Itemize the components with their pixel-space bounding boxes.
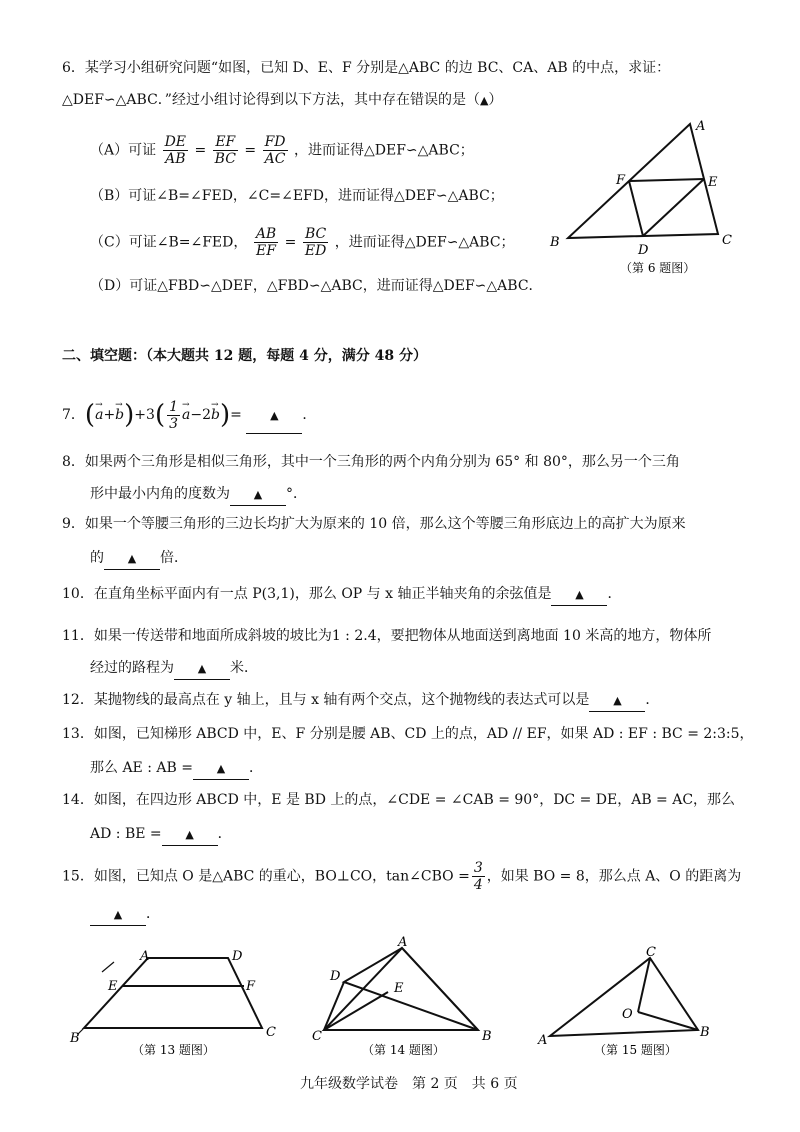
q13-line2: [90, 758, 263, 780]
q6-c-frac1-den: EF: [256, 243, 276, 259]
q15-line1: [62, 860, 741, 893]
q6-label-f: F: [616, 173, 626, 188]
q15-line1-suffix: ，如果 BO = 8，那么点 A、O 的距离为: [486, 868, 742, 885]
q7: [62, 398, 316, 434]
q6-a-suffix: ，进而证得△DEF∽△ABC；: [293, 142, 474, 159]
q13-figure-caption: （第 13 题图）: [132, 1043, 215, 1057]
q15-label-b: B: [700, 1025, 710, 1040]
q14-label-d: D: [330, 969, 341, 984]
q14-line2-prefix: AD : BE =: [90, 826, 162, 842]
q14-label-a: A: [398, 936, 408, 950]
q6-a-frac3: [263, 134, 288, 167]
q6-a-frac1-den: AB: [165, 151, 186, 167]
q9-answer-blank[interactable]: [104, 548, 160, 570]
q7-minus-two: −2: [190, 407, 212, 423]
q15-frac: [472, 860, 485, 893]
q9-line1: 9．如果一个等腰三角形的三边长均扩大为原来的 10 倍，那么这个等腰三角形底边上的高扩大为原来: [62, 516, 686, 532]
q15-line2-suffix: ．: [146, 906, 160, 922]
q14-line1: 14．如图，在四边形 ABCD 中，E 是 BD 上的点，∠CDE = ∠CAB = 90°，DC = DE，AB = AC，那么: [62, 792, 736, 808]
q7-end: ．: [302, 407, 317, 423]
q15-line2: [90, 904, 160, 926]
q11-answer-marker: ▲: [197, 662, 207, 675]
q6-c-frac2-den: ED: [304, 243, 327, 259]
q6-c-frac2: [303, 226, 328, 259]
q13-label-d: D: [232, 949, 243, 964]
q14-label-b: B: [482, 1029, 492, 1044]
q7-frac-num: 1: [169, 398, 179, 415]
q6-line1: 6．某学习小组研究问题“如图，已知 D、E、F 分别是△ABC 的边 BC、CA、AB 的中点，求证：: [62, 60, 671, 76]
q13-label-f: F: [246, 979, 256, 994]
q15-label-o: O: [622, 1007, 633, 1022]
q12-answer-blank[interactable]: [589, 690, 645, 712]
q9-line2-suffix: 倍．: [160, 550, 188, 566]
q13-label-e: E: [108, 979, 118, 994]
q6-figure-caption: （第 6 题图）: [620, 261, 696, 275]
q14-line2-suffix: ．: [217, 826, 232, 842]
q15-answer-marker: ▲: [113, 908, 123, 921]
q6-a-frac1: [163, 134, 188, 167]
q9-answer-marker: ▲: [127, 552, 137, 565]
q7-vector-b: → b: [115, 398, 124, 432]
q6-a-frac2-num: EF: [213, 134, 238, 151]
q14-triangle-dab: [344, 948, 478, 1030]
q8-line1: 8．如果两个三角形是相似三角形，其中一个三角形的两个内角分别为 65° 和 80°，那么另一个三角: [62, 454, 680, 470]
q8-line2-suffix: °．: [286, 486, 307, 502]
q15-line1-prefix: 15．如图，已知点 O 是△ABC 的重心，BO⊥CO，tan∠CBO =: [62, 868, 470, 885]
q15-label-c: C: [646, 945, 656, 960]
q6-a-frac3-num: FD: [264, 134, 286, 150]
q6-segment-fe: [629, 179, 704, 181]
q10-suffix: ．: [607, 586, 622, 602]
q14-label-e: E: [394, 981, 404, 996]
q12-answer-marker: ▲: [613, 694, 622, 707]
q8-line2-prefix: 形中最小内角的度数为: [90, 486, 230, 502]
q11-line2: [90, 658, 258, 680]
q6-label-e: E: [708, 175, 718, 190]
q14-answer-marker: ▲: [185, 828, 194, 841]
q15-figure-caption: （第 15 题图）: [594, 1043, 677, 1057]
q6-a-frac1-num: DE: [164, 134, 187, 150]
q6-line2: [62, 90, 502, 111]
q6-c-eq: =: [284, 234, 297, 251]
q9-line2-prefix: 的: [90, 550, 104, 566]
q10: [62, 584, 621, 606]
q6-c-frac2-num: BC: [303, 226, 328, 243]
q6-a-frac2: [213, 134, 238, 167]
q15-answer-blank[interactable]: [90, 904, 146, 926]
q6-segment-fd: [629, 181, 643, 236]
q15-frac-num: 3: [473, 860, 483, 876]
q7-vector-a2: → a: [182, 398, 190, 432]
q7-paren-close2: ): [219, 400, 231, 430]
q6-c-frac1-num: AB: [255, 226, 277, 242]
q13-label-c: C: [266, 1025, 276, 1040]
q7-number: 7．: [62, 407, 85, 423]
q10-answer-blank[interactable]: [551, 584, 607, 606]
q13-line2-suffix: ．: [248, 760, 263, 776]
q7-paren-close: ): [124, 400, 135, 430]
q13-answer-marker: ▲: [216, 762, 226, 775]
q12-suffix: ．: [645, 692, 660, 708]
q7-vector-a: → a: [95, 398, 103, 432]
q9-line2: [90, 548, 188, 570]
q8-line2: [90, 484, 307, 506]
q6-c-suffix: ，进而证得△DEF∽△ABC；: [334, 234, 515, 251]
q14-figure-caption: （第 14 题图）: [362, 1043, 445, 1057]
q12-prefix: 12．某抛物线的最高点在 y 轴上，且与 x 轴有两个交点，这个抛物线的表达式可以是: [62, 692, 590, 708]
q6-answer-marker: ▲: [479, 94, 489, 107]
q10-answer-marker: ▲: [575, 588, 584, 601]
q13-answer-blank[interactable]: [193, 758, 249, 780]
q6-c-prefix: （C）可证∠B=∠FED，: [90, 234, 248, 251]
q14-segment-dc: [324, 982, 344, 1030]
q6-label-c: C: [722, 233, 732, 248]
q13-label-b: B: [70, 1031, 80, 1046]
q7-equals: =: [230, 407, 242, 423]
q15-frac-den: 4: [473, 877, 483, 893]
q7-paren-open2: (: [154, 400, 166, 430]
q6-line2-suffix: ）: [488, 92, 503, 108]
q6-label-d: D: [638, 243, 649, 258]
q14-label-c: C: [312, 1029, 322, 1044]
q7-frac: [167, 399, 180, 432]
section-2-title: 二、填空题：（本大题共 12 题，每题 4 分，满分 48 分）: [62, 348, 427, 364]
q13-figure: [66, 944, 286, 1064]
q7-times-three: +3: [134, 407, 155, 423]
q14-answer-blank[interactable]: [162, 824, 218, 846]
q8-answer-marker: ▲: [253, 488, 263, 501]
q13-line2-prefix: 那么 AE : AB =: [90, 760, 193, 776]
q7-frac-den: 3: [169, 415, 179, 432]
page-footer: 九年级数学试卷 第 2 页 共 6 页: [300, 1076, 518, 1092]
q7-answer-marker: ▲: [270, 409, 279, 422]
q13-label-a: A: [140, 949, 150, 964]
q6-label-b: B: [550, 235, 560, 250]
q7-paren-open: (: [84, 400, 96, 430]
q6-option-a: [90, 134, 474, 167]
q15-figure: [534, 944, 734, 1062]
q14-figure: [310, 936, 510, 1062]
q6-figure: [540, 112, 740, 280]
q6-c-frac1: [254, 226, 278, 259]
q14-line2: [90, 824, 232, 846]
q6-a-eq2: =: [244, 142, 257, 159]
q12: [62, 690, 659, 712]
q6-option-d: （D）可证△FBD∽△DEF，△FBD∽△ABC，进而证得△DEF∽△ABC．: [90, 278, 543, 294]
q7-plus: +: [103, 407, 116, 423]
q6-line2-prefix: △DEF∽△ABC．”经过小组讨论得到以下方法，其中存在错误的是（: [62, 92, 480, 108]
q6-a-frac2-den: BC: [214, 151, 236, 167]
q15-label-a: A: [538, 1033, 548, 1048]
q6-a-eq1: =: [194, 142, 207, 159]
q6-option-b: （B）可证∠B=∠FED，∠C=∠EFD，进而证得△DEF∽△ABC；: [90, 188, 504, 204]
q6-a-prefix: （A）可证: [90, 142, 157, 159]
q11-answer-blank[interactable]: [174, 658, 230, 680]
q6-segment-ed: [643, 179, 704, 236]
q6-option-c: [90, 226, 515, 259]
q7-vector-b2: → b: [211, 398, 220, 432]
q7-answer-blank[interactable]: [246, 398, 302, 434]
q8-answer-blank[interactable]: [230, 484, 286, 506]
q6-a-frac3-den: AC: [264, 151, 286, 167]
q13-line1: 13．如图，已知梯形 ABCD 中，E、F 分别是腰 AB、CD 上的点，AD // EF，如果 AD : EF : BC = 2:3:5，: [62, 726, 754, 742]
q6-label-a: A: [696, 119, 706, 134]
q10-prefix: 10．在直角坐标平面内有一点 P(3,1)，那么 OP 与 x 轴正半轴夹角的余弦值是: [62, 586, 552, 602]
q11-line2-prefix: 经过的路程为: [90, 660, 174, 676]
q13-tick-1: [102, 962, 114, 972]
q11-line2-suffix: 米．: [230, 660, 258, 676]
q11-line1: 11．如果一传送带和地面所成斜坡的坡比为1 : 2.4，要把物体从地面送到离地面 10 米高的地方，物体所: [62, 628, 712, 644]
